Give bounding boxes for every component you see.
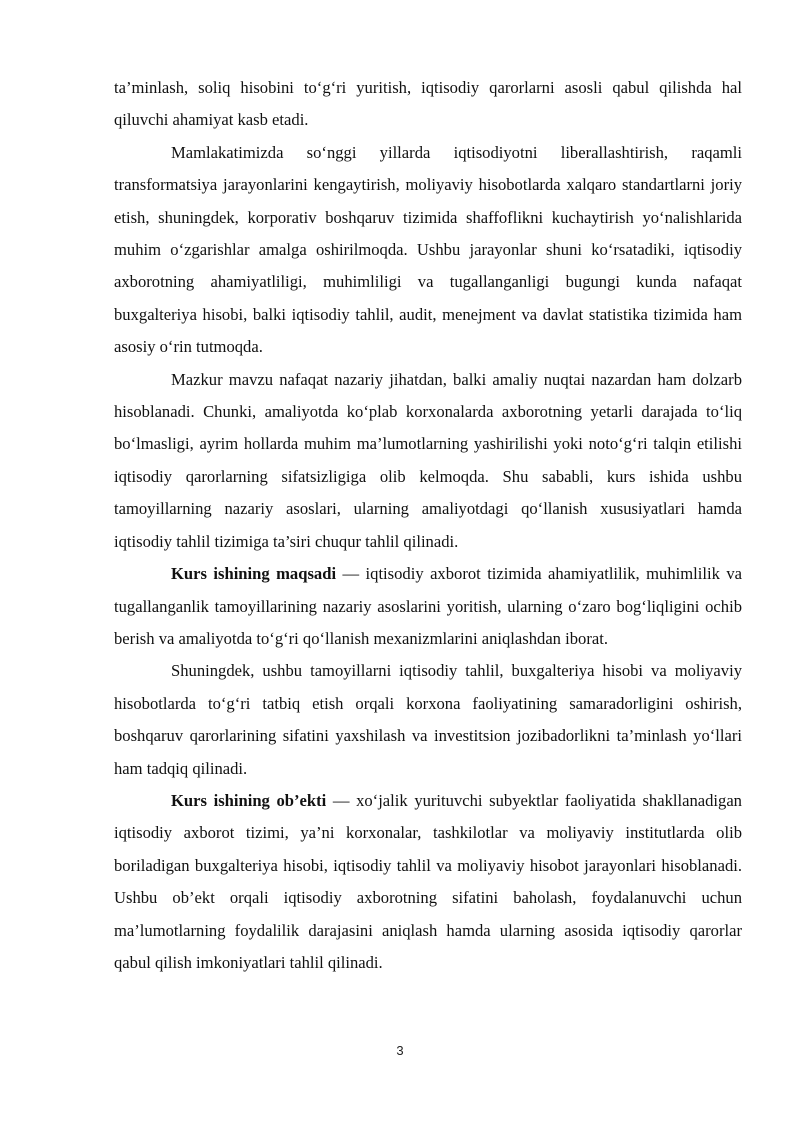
paragraph-text: — xo‘jalik yurituvchi subyektlar faoliyatida shakllanadigan iqtisodiy axborot tizimi, ya’ni korxonalar, tashkilotlar va moliyaviy institutlarda olib boriladigan buxgalteriya hisobi, iqtisodiy tahlil va moliyaviy hisobot jarayonlari hisoblanadi. Ushbu ob’ekt orqali iqtisodiy axborotning sifatini baholash, foydalanuvchi uchun ma’lumotlarning foydalilik darajasini aniqlash hamda ularning asosida iqtisodiy qarorlar qabul qilish imkoniyatlari tahlil qilinadi.	[114, 790, 742, 972]
paragraph-goal	[114, 558, 742, 655]
paragraph-text: Shuningdek, ushbu tamoyillarni iqtisodiy tahlil, buxgalteriya hisobi va moliyaviy hisobotlarda to‘g‘ri tatbiq etish orqali korxona faoliyatining samaradorligini oshirish, boshqaruv qarorlarining sifatini yaxshilash va investitsion jozibadorlikni ta’minlash yo‘llari ham tadqiq qilinadi.	[114, 661, 742, 778]
paragraph-object	[114, 785, 742, 979]
paragraph-bold-lead: Kurs ishining maqsadi	[171, 564, 337, 584]
page-number: 3	[396, 1043, 404, 1058]
paragraph-text: — iqtisodiy axborot tizimida ahamiyatlilik, muhimlilik va tugallanganlik tamoyillarining nazariy asoslarini yoritish, ularning o‘zaro bog‘liqligini ochib berish va amaliyotda to‘g‘ri qo‘llanish mexanizmlarini aniqlashdan iborat.	[114, 564, 743, 648]
paragraph-relevance	[114, 364, 742, 558]
paragraph-text: Mazkur mavzu nafaqat nazariy jihatdan, balki amaliy nuqtai nazardan ham dolzarb hisoblanadi. Chunki, amaliyotda ko‘plab korxonalarda axborotning yetarli darajada to‘liq bo‘lmasligi, ayrim hollarda muhim ma’lumotlarning yashirilishi yoki noto‘g‘ri talqin etilishi iqtisodiy qarorlarning sifatsizligiga olib kelmoqda. Shu sababli, kurs ishida ushbu tamoyillarning nazariy asoslari, ularning amaliyotdagi qo‘llanish xususiyatlari hamda iqtisodiy tahlil tizimiga ta’siri chuqur tahlil qilinadi.	[114, 369, 742, 551]
paragraph-bold-lead: Kurs ishining ob’ekti	[171, 790, 327, 810]
paragraph-reforms	[114, 137, 742, 364]
paragraph-text: Mamlakatimizda so‘nggi yillarda iqtisodiyotni liberallashtirish, raqamli transformatsiya jarayonlarini kengaytirish, moliyaviy hisobotlarda xalqaro standartlarni joriy etish, shuningdek, korporativ boshqaruv tizimida shaffoflikni kuchaytirish yo‘nalishlarida muhim o‘zgarishlar amalga oshirilmoqda. Ushbu jarayonlar shuni ko‘rsatadiki, iqtisodiy axborotning ahamiyatliligi, muhimliligi va tugallanganligi bugungi kunda nafaqat buxgalteriya hisobi, balki iqtisodiy tahlil, audit, menejment va davlat statistika tizimida ham asosiy o‘rin tutmoqda.	[114, 142, 742, 357]
paragraph-continuation	[114, 72, 742, 137]
paragraph-additionally	[114, 655, 742, 785]
document-body	[114, 72, 742, 979]
paragraph-text: ta’minlash, soliq hisobini to‘g‘ri yuritish, iqtisodiy qarorlarni asosli qabul qilishda hal qiluvchi ahamiyat kasb etadi.	[114, 78, 742, 130]
